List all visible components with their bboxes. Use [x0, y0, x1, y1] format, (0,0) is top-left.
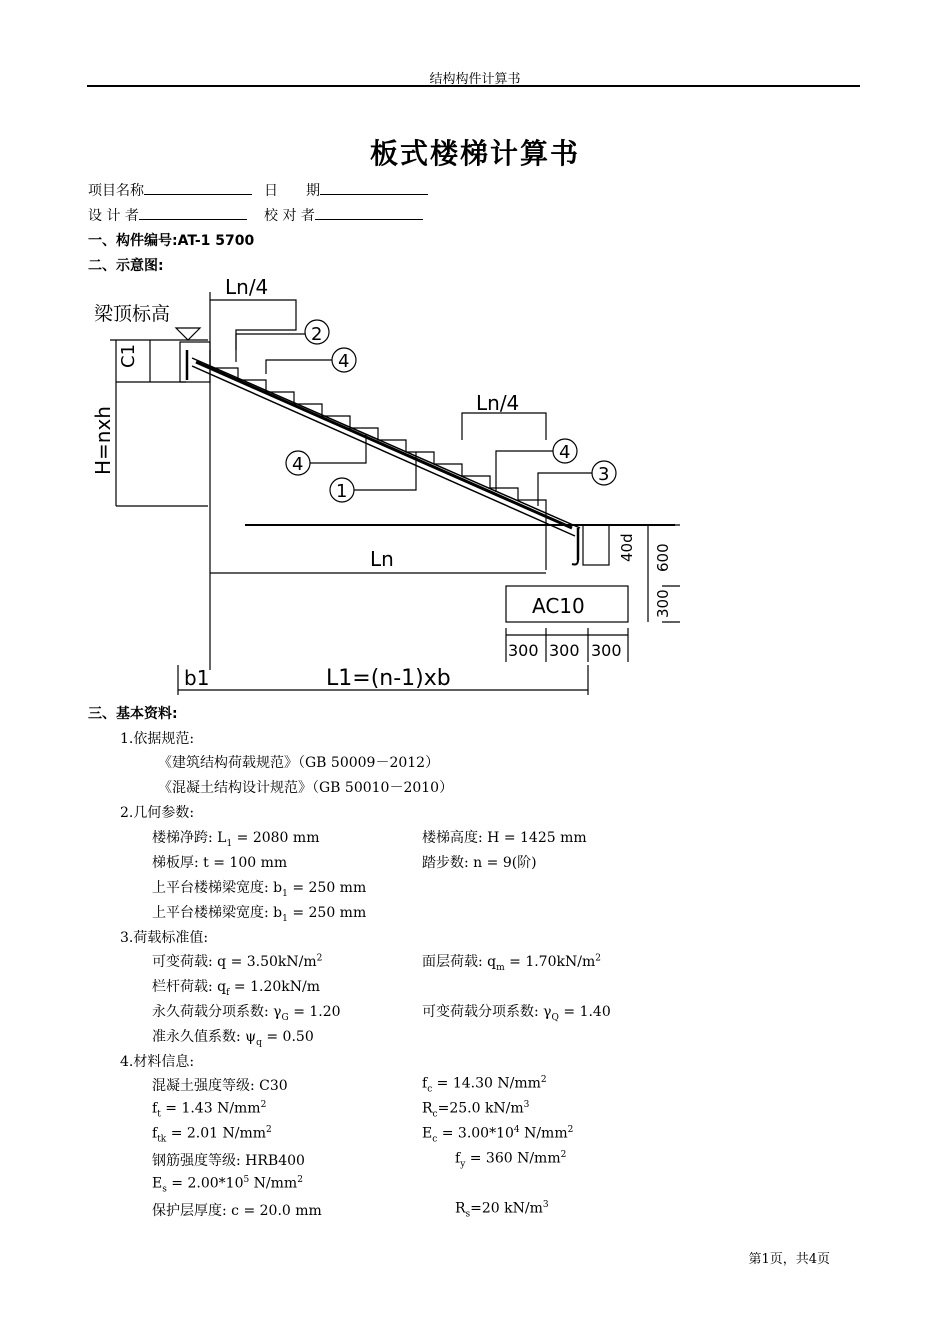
code-load: 《建筑结构荷载规范》（GB 50009－2012） [158, 755, 440, 771]
dim-40d: 40d [618, 533, 636, 562]
section-basic-data-heading: 三、基本资料: [88, 706, 178, 722]
designer-blank [139, 205, 247, 220]
dead-load-factor: 永久荷载分项系数: $\gamma_G = 1.20$ [152, 1004, 341, 1023]
c1-label: C1 [118, 343, 139, 368]
designer-field [88, 205, 247, 225]
sub-heading-geometry: 2.几何参数: [120, 805, 195, 821]
railing-load: 栏杆荷载: $q_f = 1.20kN/m$ [152, 979, 321, 998]
section-diagram-heading: 二、示意图: [88, 258, 164, 274]
project-name-field [88, 180, 252, 200]
sub-heading-materials: 4.材料信息: [120, 1054, 195, 1070]
rebar-main [196, 362, 572, 528]
date-blank [320, 180, 428, 195]
running-header: 结构构件计算书 [429, 72, 521, 87]
rc-value: $R_c=25.0$ $kN/m^3$ [422, 1100, 530, 1120]
concrete-grade: 混凝土强度等级: C30 [152, 1078, 288, 1094]
svg-text:4: 4 [292, 454, 304, 475]
sub-heading-codes: 1.依据规范: [120, 731, 195, 747]
section-component-id: 一、构件编号:AT-1 5700 [88, 233, 255, 249]
live-load-factor: 可变荷载分项系数: $\gamma_Q = 1.40$ [422, 1004, 611, 1023]
code-concrete: 《混凝土结构设计规范》（GB 50010－2010） [158, 780, 454, 796]
page-number: 第1页，共4页 [748, 1252, 830, 1267]
dim-300-c: 300 [591, 641, 622, 660]
header-rule [87, 85, 860, 87]
svg-text:4: 4 [338, 351, 350, 372]
ln-label: Ln [370, 547, 394, 571]
dim-300-b: 300 [549, 641, 580, 660]
surface-load: 面层荷载: $q_m = 1.70kN/m^2$ [422, 953, 601, 973]
es-value: $E_s = 2.00*10^5$ $N/mm^2$ [152, 1175, 303, 1195]
page-title: 板式楼梯计算书 [369, 137, 580, 170]
elevation-marker [176, 328, 200, 340]
cover-thickness: 保护层厚度: c = 20.0 mm [152, 1203, 322, 1219]
svg-text:4: 4 [559, 442, 571, 463]
fy-value: $f_y = 360$ $N/mm^2$ [455, 1150, 567, 1170]
ac10-label: AC10 [532, 594, 585, 618]
upper-beam-width-1: 上平台楼梯梁宽度: $b_1 = 250$ mm [152, 880, 367, 899]
rs-value: $R_s=20$ $kN/m^3$ [455, 1200, 549, 1220]
checker-field [264, 205, 423, 225]
upper-beam-width-2: 上平台楼梯梁宽度: $b_1 = 250$ mm [152, 905, 367, 924]
fc-value: $f_c = 14.30$ $N/mm^2$ [422, 1075, 547, 1095]
svg-text:3: 3 [598, 464, 610, 485]
net-span: 楼梯净跨: $L_1 = 2080$ mm [152, 830, 320, 849]
step-count: 踏步数: n = 9(阶) [422, 855, 537, 871]
top-beam [180, 342, 210, 382]
sub-heading-loads: 3.荷载标准值: [120, 930, 209, 946]
checker-label: 校 对 者 [264, 208, 315, 224]
h-label: H=nxh [91, 406, 115, 475]
quasi-permanent-factor: 准永久值系数: $\psi_q = 0.50$ [152, 1029, 314, 1048]
date-field [264, 180, 428, 200]
ln4-top-label: Ln/4 [225, 275, 269, 299]
ftk-value: $f_{tk} = 2.01$ $N/mm^2$ [152, 1125, 272, 1145]
dim-300-vertical: 300 [654, 589, 672, 618]
dim-300-a: 300 [508, 641, 539, 660]
live-load: 可变荷载: $q = 3.50kN/m^2$ [152, 953, 323, 970]
svg-text:1: 1 [336, 481, 348, 502]
checker-blank [315, 205, 423, 220]
steel-grade: 钢筋强度等级: HRB400 [152, 1153, 305, 1169]
ec-value: $E_c = 3.00*10^4$ $N/mm^2$ [422, 1125, 574, 1145]
svg-text:2: 2 [311, 324, 323, 345]
project-blank [144, 180, 252, 195]
dim-600: 600 [654, 543, 672, 572]
slab-thickness: 梯板厚: t = 100 mm [152, 855, 288, 871]
b1-label: b1 [184, 666, 210, 690]
l1-label: L1=(n-1)xb [326, 666, 451, 691]
slab-top-edge [192, 358, 580, 528]
project-label: 项目名称 [88, 183, 144, 199]
ft-value: $f_t = 1.43$ $N/mm^2$ [152, 1100, 267, 1120]
designer-label: 设 计 者 [88, 208, 139, 224]
beam-top-elevation-label: 梁顶标高 [94, 303, 171, 325]
stair-diagram [80, 270, 700, 700]
date-label: 日 期 [264, 183, 320, 199]
ln4-bottom-label: Ln/4 [476, 391, 520, 415]
stair-height: 楼梯高度: H = 1425 mm [422, 830, 587, 846]
